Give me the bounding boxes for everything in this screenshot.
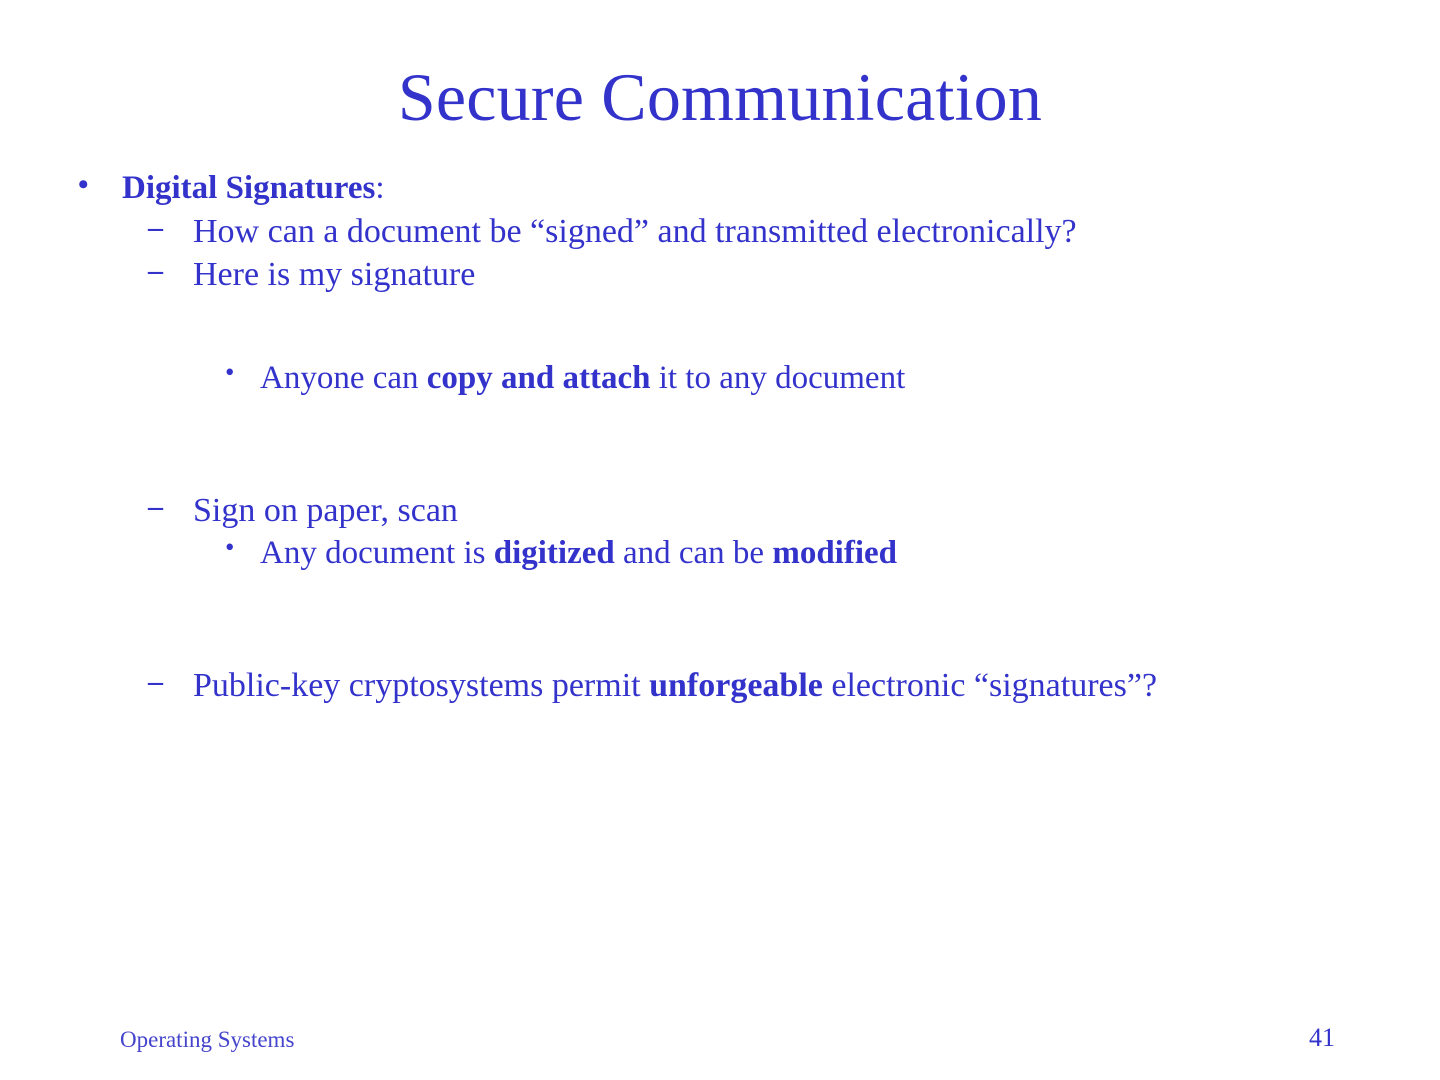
list-item-sign-on-paper-scan: [70, 490, 1390, 531]
list-item-label-bold: copy and attach: [426, 360, 651, 397]
list-item-digital-signatures: [70, 168, 1390, 209]
spacer: [70, 398, 1390, 460]
bullet-level3-icon: •: [225, 531, 235, 562]
list-item-any-document-digitized: [70, 533, 1390, 573]
bullet-level2-icon: –: [148, 211, 163, 245]
list-item-here-is-my-signature: [70, 254, 1390, 295]
slide-body: [70, 168, 1390, 708]
list-item-label: Here is my signature: [193, 255, 476, 293]
footer-page-number: 41: [1309, 1023, 1335, 1052]
bullet-level1-icon: •: [78, 168, 89, 201]
footer-course-name: Operating Systems: [120, 1027, 295, 1052]
list-item-label: How can a document be “signed” and transmitted electronically?: [193, 213, 1077, 251]
list-item-label-bold: unforgeable: [649, 667, 823, 705]
list-item-label: Sign on paper, scan: [193, 492, 458, 530]
list-item-label-bold-digitized: digitized: [493, 534, 615, 571]
list-item-how-can-document-be-signed: [70, 211, 1390, 252]
list-item-label-pre: Anyone can: [260, 360, 427, 397]
list-item-public-key-unforgeable: [70, 665, 1390, 706]
spacer: [70, 296, 1390, 358]
bullet-level3-icon: •: [225, 357, 235, 388]
list-item-label-pre: Public-key cryptosystems permit: [193, 667, 650, 705]
bullet-level2-icon: –: [148, 665, 163, 699]
spacer: [70, 460, 1390, 490]
list-item-label-bold: Digital Signatures: [122, 170, 376, 206]
list-item-label-post: electronic “signatures”?: [822, 667, 1158, 705]
spacer: [70, 573, 1390, 635]
list-item-anyone-can-copy-attach: [70, 358, 1390, 398]
spacer: [70, 635, 1390, 665]
bullet-level2-icon: –: [148, 253, 163, 287]
list-item-label-bold-modified: modified: [772, 534, 897, 571]
page-title: Secure Communication: [397, 59, 1043, 135]
list-item-label-mid: and can be: [614, 534, 773, 571]
list-item-label-colon: :: [375, 170, 385, 206]
bullet-level2-icon: –: [148, 490, 163, 524]
list-item-label-pre: Any document is: [260, 534, 494, 571]
list-item-label-post: it to any document: [650, 360, 906, 397]
